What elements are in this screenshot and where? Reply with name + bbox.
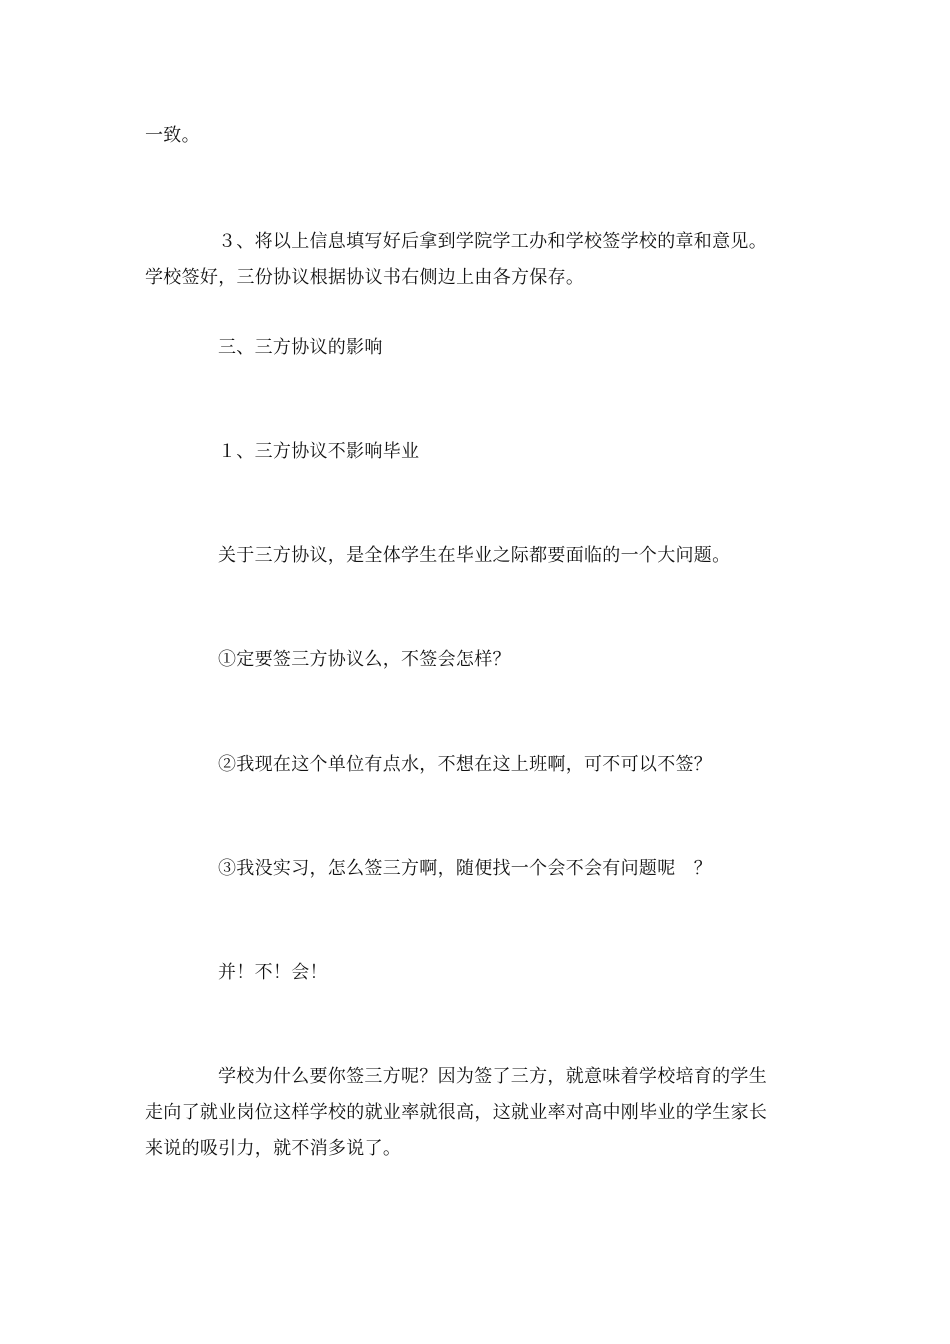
question-1: ①定要签三方协议么，不签会怎样？	[218, 649, 511, 670]
question-3: ③我没实习，怎么签三方啊，随便找一个会不会有问题呢 ？	[218, 858, 713, 879]
paragraph-why-line-3: 来说的吸引力，就不消多说了。	[145, 1138, 402, 1159]
paragraph-why-line-2: 走向了就业岗位这样学校的就业率就很高，这就业率对高中刚毕业的学生家长	[145, 1102, 768, 1123]
answer-line: 并！不！会！	[218, 962, 328, 983]
paragraph-intro: 关于三方协议，是全体学生在毕业之际都要面临的一个大问题。	[218, 545, 731, 566]
section-heading-3: 三、三方协议的影响	[218, 337, 383, 358]
subheading-1: １、三方协议不影响毕业	[218, 441, 420, 462]
text-line-continuation: 一致。	[145, 125, 200, 146]
text-line-step-3-cont: 学校签好，三份协议根据协议书右侧边上由各方保存。	[145, 267, 585, 288]
question-2: ②我现在这个单位有点水，不想在这上班啊，可不可以不签？	[218, 754, 713, 775]
paragraph-why-line-1: 学校为什么要你签三方呢？因为签了三方，就意味着学校培育的学生	[218, 1066, 767, 1087]
text-line-step-3: ３、将以上信息填写好后拿到学院学工办和学校签学校的章和意见。	[218, 231, 767, 252]
